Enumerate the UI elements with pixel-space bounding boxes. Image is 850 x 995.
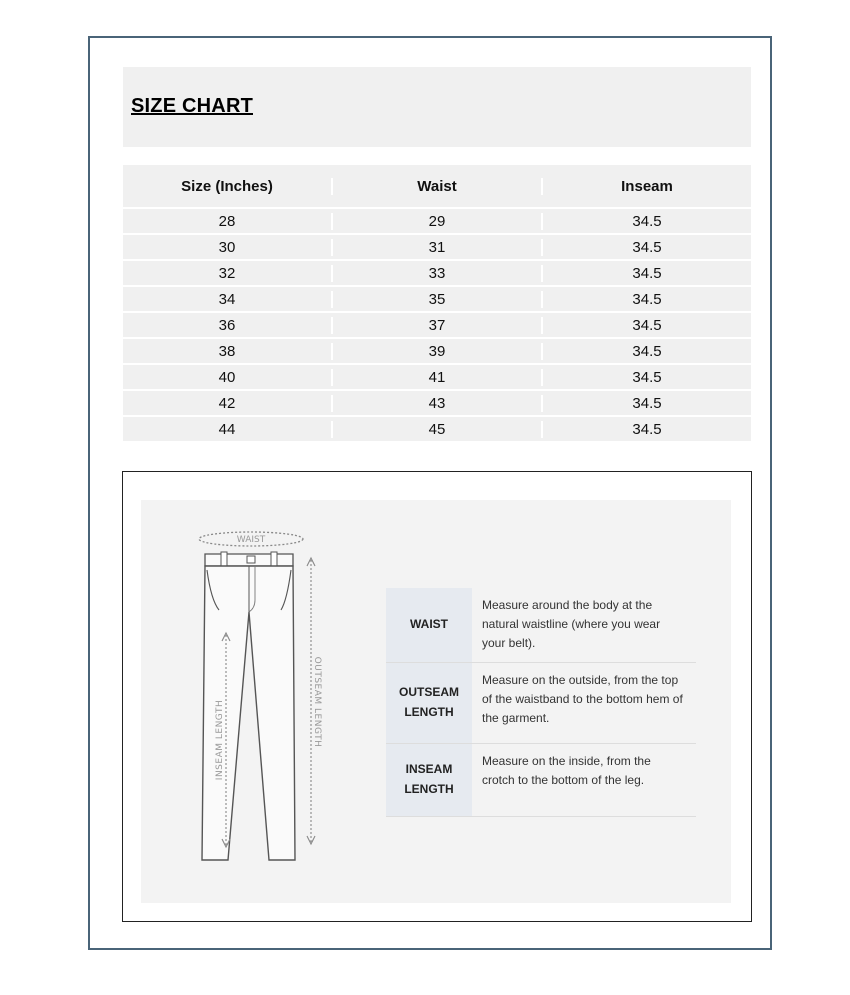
table-row [123,313,751,339]
cell-inseam: 34.5 [632,290,662,308]
definition-term [386,744,472,816]
cell-waist: 31 [333,239,543,256]
cell-waist: 37 [333,317,543,334]
cell-inseam: 34.5 [632,238,662,256]
cell-waist: 41 [333,369,543,386]
cell-inseam: 34.5 [632,368,662,386]
table-row [123,287,751,313]
table-row [123,417,751,443]
definition-row [386,588,696,663]
cell-inseam: 34.5 [632,212,662,230]
outseam-diagram-label: OUTSEAM LENGTH [312,656,322,748]
definition-description: Measure around the body at the natural waistline (where you wear your belt). [472,588,696,662]
cell-waist: 45 [333,421,543,438]
cell-waist: 43 [333,395,543,412]
cell-waist: 29 [333,213,543,230]
cell-inseam: 34.5 [632,394,662,412]
definitions-table [386,588,696,817]
cell-size: 32 [123,265,333,282]
definition-term-line: INSEAM [405,762,453,777]
definition-description: Measure on the outside, from the top of the waistband to the bottom hem of the garment. [472,663,696,743]
header-inseam: Inseam [621,177,673,195]
cell-size: 38 [123,343,333,360]
cell-size: 42 [123,395,333,412]
table-row [123,261,751,287]
definition-term [386,588,472,662]
cell-waist: 39 [333,343,543,360]
definition-description: Measure on the inside, from the crotch to the bottom of the leg. [472,744,696,816]
table-row [123,365,751,391]
table-row [123,339,751,365]
definition-term-line: OUTSEAM [399,685,459,700]
table-row [123,235,751,261]
table-row [123,209,751,235]
button-icon [247,556,255,563]
definition-term-line: LENGTH [404,781,454,796]
table-row [123,391,751,417]
cell-inseam: 34.5 [632,342,662,360]
cell-waist: 35 [333,291,543,308]
cell-size: 36 [123,317,333,334]
header-size: Size (Inches) [123,178,333,195]
cell-inseam: 34.5 [632,420,662,438]
pants-diagram [181,520,331,870]
inseam-diagram-label: INSEAM LENGTH [215,699,225,781]
header-waist: Waist [333,178,543,195]
cell-size: 40 [123,369,333,386]
cell-inseam: 34.5 [632,316,662,334]
cell-size: 30 [123,239,333,256]
definition-term-line: LENGTH [404,704,454,719]
cell-waist: 33 [333,265,543,282]
cell-size: 44 [123,421,333,438]
cell-size: 28 [123,213,333,230]
table-header-row [123,165,751,209]
waist-diagram-label: WAIST [236,535,266,545]
definition-row [386,663,696,744]
cell-inseam: 34.5 [632,264,662,282]
table-body [123,209,751,443]
size-table [123,165,751,443]
definition-row [386,744,696,817]
measurement-guide [122,471,752,922]
definition-term [386,663,472,743]
title-bar [123,67,751,147]
cell-size: 34 [123,291,333,308]
guide-panel [141,500,731,903]
page-title: SIZE CHART [131,95,253,117]
definition-term-line: WAIST [410,617,448,632]
